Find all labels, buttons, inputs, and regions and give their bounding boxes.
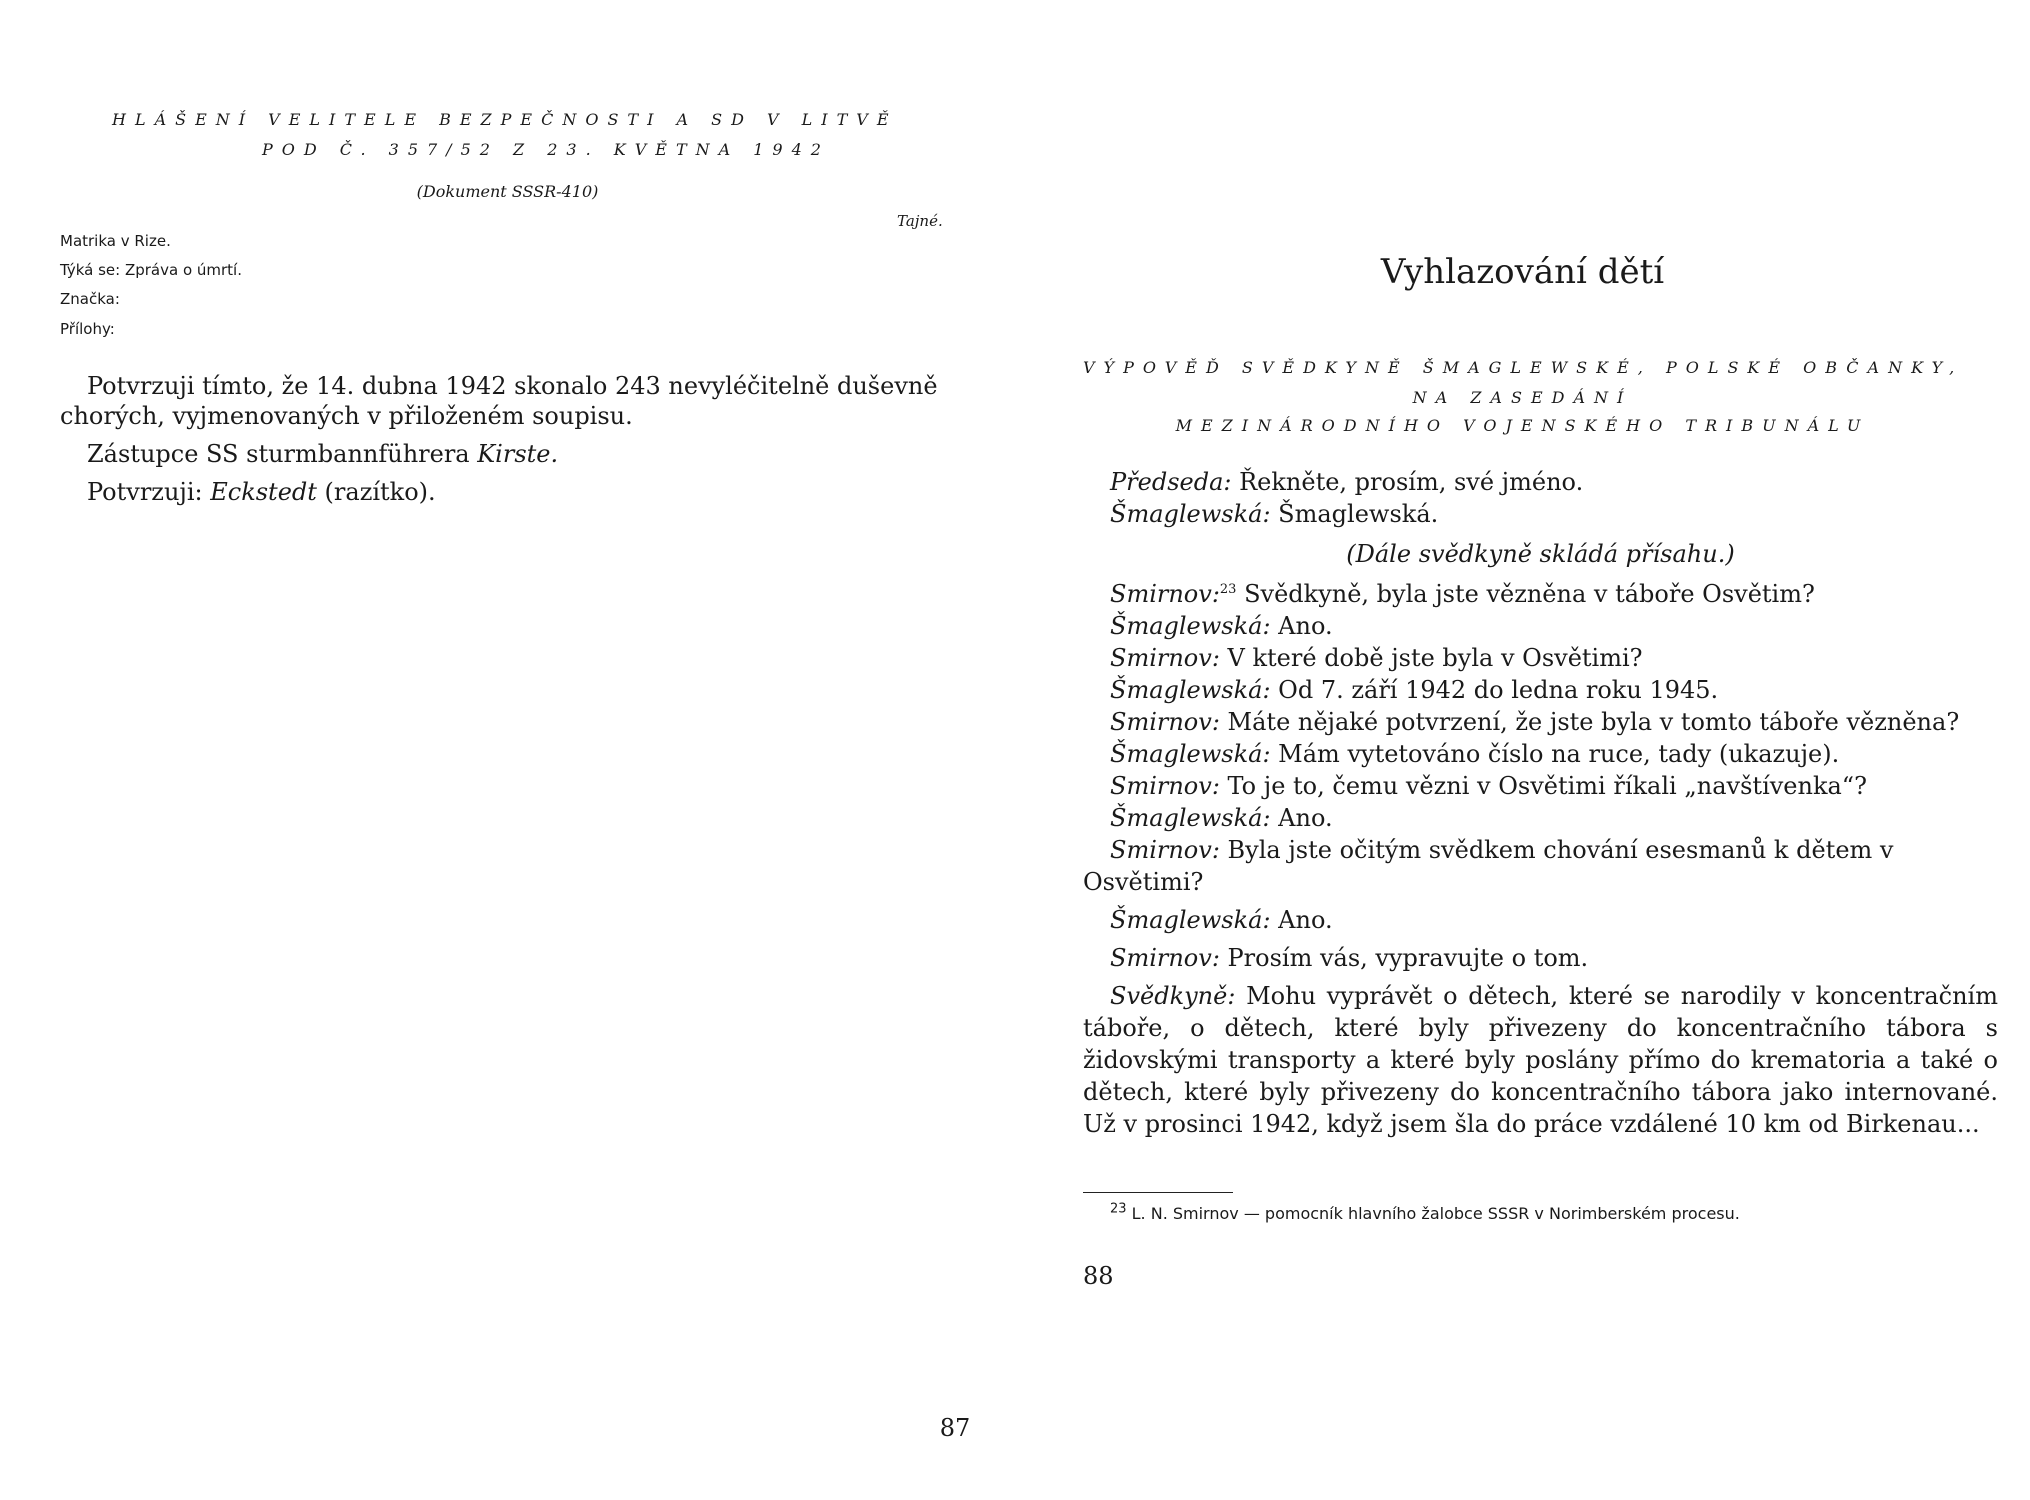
dialogue-line [1083, 642, 1998, 674]
speaker-name: Smirnov: [1110, 944, 1220, 972]
speaker-name: Smirnov: [1110, 836, 1220, 864]
dialogue-text: Šmaglewská. [1270, 500, 1439, 528]
dialogue-text: Ano. [1270, 612, 1333, 640]
dialogue-text: Mohu vyprávět o dětech, které se narodily v koncentračním táboře, o dětech, které byly přivezeny do koncentračního tábora s židovskými transporty a které byly poslány přímo do krematoria a také o dětech, které byly přivezeny do koncentračního tábora jako internované. Už v prosinci 1942, když jsem šla do práce vzdálené 10 km od Birkenau... [1083, 982, 1998, 1138]
dialogue-line [1083, 610, 1998, 642]
speaker-name: Šmaglewská: [1110, 804, 1271, 832]
dialogue-text: Byla jste očitým svědkem chování esesmanů k dětem v Osvětimi? [1083, 836, 1894, 896]
document-reference: (Dokument SSSR-410) [416, 182, 599, 201]
dialogue-line [1083, 770, 1998, 802]
right-page [1015, 0, 2030, 1500]
dialogue-text: Ano. [1270, 804, 1333, 832]
report-heading-line1: HLÁŠENÍ VELITELE BEZPEČNOSTI A SD V LITVĚ [112, 110, 898, 129]
footnote-divider [1083, 1192, 1233, 1193]
paragraph-text: Potvrzuji: [87, 478, 211, 506]
dialogue-line [1083, 834, 1998, 898]
speaker-name: Šmaglewská: [1110, 906, 1271, 934]
meta-line: Přílohy: [60, 320, 115, 338]
footnote-text: L. N. Smirnov — pomocník hlavního žalobce SSSR v Norimberském procesu. [1126, 1204, 1740, 1223]
paragraph: Potvrzuji tímto, že 14. dubna 1942 skonalo 243 nevyléčitelně duševně chorých, vyjmenovaných v přiloženém soupisu. [60, 372, 938, 430]
testimony-heading-line3: MEZINÁRODNÍHO VOJENSKÉHO TRIBUNÁLU [1175, 416, 1870, 435]
signatory-name: Eckstedt [210, 478, 317, 506]
chapter-title: Vyhlazování dětí [1380, 252, 1665, 292]
stage-direction: (Dále svědkyně skládá přísahu.) [1346, 540, 1735, 568]
paragraph-text: (razítko). [316, 478, 436, 506]
dialogue-text: Mám vytetováno číslo na ruce, tady (ukazuje). [1270, 740, 1840, 768]
speaker-name: Smirnov: [1110, 644, 1220, 672]
speaker-name: Šmaglewská: [1110, 740, 1271, 768]
testimony-body [1083, 466, 1998, 1140]
meta-line: Matrika v Rize. [60, 232, 171, 250]
paragraph-text: Zástupce SS sturmbannführera [87, 440, 478, 468]
dialogue-line [1083, 498, 1998, 530]
speaker-name: Šmaglewská: [1110, 500, 1271, 528]
signatory-name: Kirste. [477, 440, 559, 468]
speaker-name: Šmaglewská: [1110, 612, 1271, 640]
dialogue-line [1083, 980, 1998, 1140]
meta-line: Týká se: Zpráva o úmrtí. [60, 261, 242, 279]
dialogue-text: Prosím vás, vypravujte o tom. [1219, 944, 1589, 972]
dialogue-line [1083, 904, 1998, 936]
dialogue-text: Ano. [1270, 906, 1333, 934]
dialogue-text: Svědkyně, byla jste vězněna v táboře Osvětim? [1236, 580, 1815, 608]
dialogue-line [1083, 578, 1998, 610]
dialogue-text: Máte nějaké potvrzení, že jste byla v tomto táboře vězněna? [1219, 708, 1960, 736]
paragraph [60, 477, 980, 507]
speaker-name: Svědkyně: [1110, 982, 1236, 1010]
speaker-name: Smirnov: [1110, 708, 1220, 736]
report-body [60, 371, 980, 507]
page-number: 87 [939, 1414, 971, 1442]
dialogue-line [1083, 674, 1998, 706]
speaker-name: Smirnov: [1110, 772, 1220, 800]
speaker-name: Smirnov: [1110, 580, 1220, 608]
dialogue-line [1083, 738, 1998, 770]
footnote-reference: 23 [1219, 582, 1237, 597]
dialogue-line [1083, 466, 1998, 498]
testimony-heading-line1: VÝPOVĚĎ SVĚDKYNĚ ŠMAGLEWSKÉ, POLSKÉ OBČANKY, [1083, 358, 1964, 377]
dialogue-line [1083, 706, 1998, 738]
testimony-heading-line2: NA ZASEDÁNÍ [1412, 388, 1633, 407]
speaker-name: Předseda: [1110, 468, 1232, 496]
dialogue-text: To je to, čemu vězni v Osvětimi říkali „navštívenka“? [1219, 772, 1867, 800]
footnote [1110, 1201, 1740, 1223]
dialogue-line [1083, 942, 1998, 974]
meta-line: Značka: [60, 290, 120, 308]
report-heading-line2: POD Č. 357/52 Z 23. KVĚTNA 1942 [262, 140, 830, 159]
footnote-mark: 23 [1110, 1201, 1127, 1217]
dialogue-line [1083, 802, 1998, 834]
dialogue-text: Od 7. září 1942 do ledna roku 1945. [1270, 676, 1719, 704]
speaker-name: Šmaglewská: [1110, 676, 1271, 704]
dialogue-text: V které době jste byla v Osvětimi? [1219, 644, 1643, 672]
dialogue-text: Řekněte, prosím, své jméno. [1231, 468, 1584, 496]
classification-label: Tajné. [897, 212, 943, 230]
paragraph [60, 439, 980, 469]
page-number: 88 [1083, 1262, 1114, 1290]
